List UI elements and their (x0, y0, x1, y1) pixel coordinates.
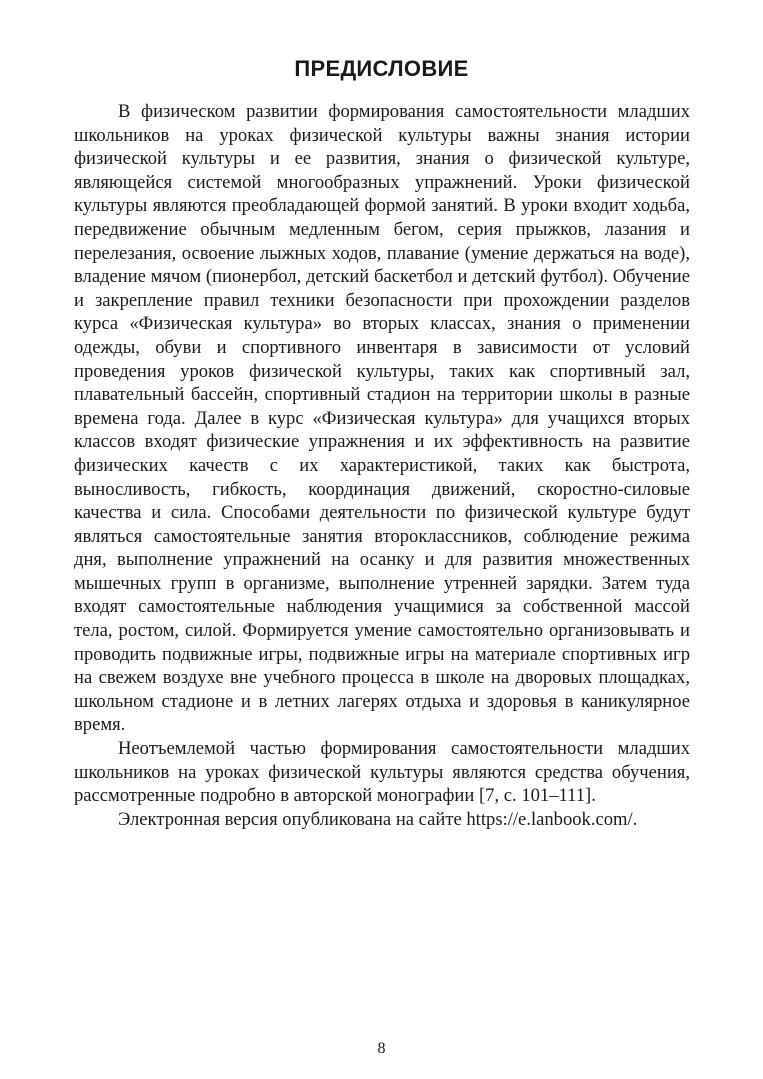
paragraph-main: В физическом развитии формирования самостоятельности младших школьников на уроках физической культуры важны знания истории физической культуры и ее развития, знания о физической культуре, являющейся системой многообразных упражнений. Уроки физической культуры являются преобладающей формой занятий. В уроки входит ходьба, передвижение обычным медленным бегом, серия прыжков, лазания и перелезания, освоение лыжных ходов, плавание (умение держаться на воде), владение мячом (пионербол, детский баскетбол и детский футбол). Обучение и закрепление правил техники безопасности при прохождении разделов курса «Физическая культура» во вторых классах, знания о применении одежды, обуви и спортивного инвентаря в зависимости от условий проведения уроков физической культуры, таких как спортивный зал, плавательный бассейн, спортивный стадион на территории школы в разные времена года. Далее в курс «Физическая культура» для учащихся вторых классов входят физические упражнения и их эффективность на развитие физических качеств с их характеристикой, таких как быстрота, выносливость, гибкость, координация движений, скоростно-силовые качества и сила. Способами деятельности по физической культуре будут являться самостоятельные занятия второклассников, соблюдение режима дня, выполнение упражнений на осанку и для развития множественных мышечных групп в организме, выполнение утренней зарядки. Затем туда входят самостоятельные наблюдения учащимися за собственной массой тела, ростом, силой. Формируется умение самостоятельно организовывать и проводить подвижные игры, подвижные игры на материале спортивных игр на свежем воздухе вне учебного процесса в школе на дворовых площадках, школьном стадионе и в летних лагерях отдыха и здоровья в каникулярное время. (74, 101, 690, 736)
body-text (74, 100, 690, 831)
paragraph-means: Неотъемлемой частью формирования самостоятельности младших школьников на уроках физической культуры являются средства обучения, рассмотренные подробно в авторской монографии [7, с. 101–111]. (74, 738, 690, 807)
paragraph-electronic-version: Электронная версия опубликована на сайте https://e.lanbook.com/. (118, 808, 638, 830)
page-number: 8 (377, 1040, 386, 1057)
page-title: ПРЕДИСЛОВИЕ (294, 56, 469, 81)
